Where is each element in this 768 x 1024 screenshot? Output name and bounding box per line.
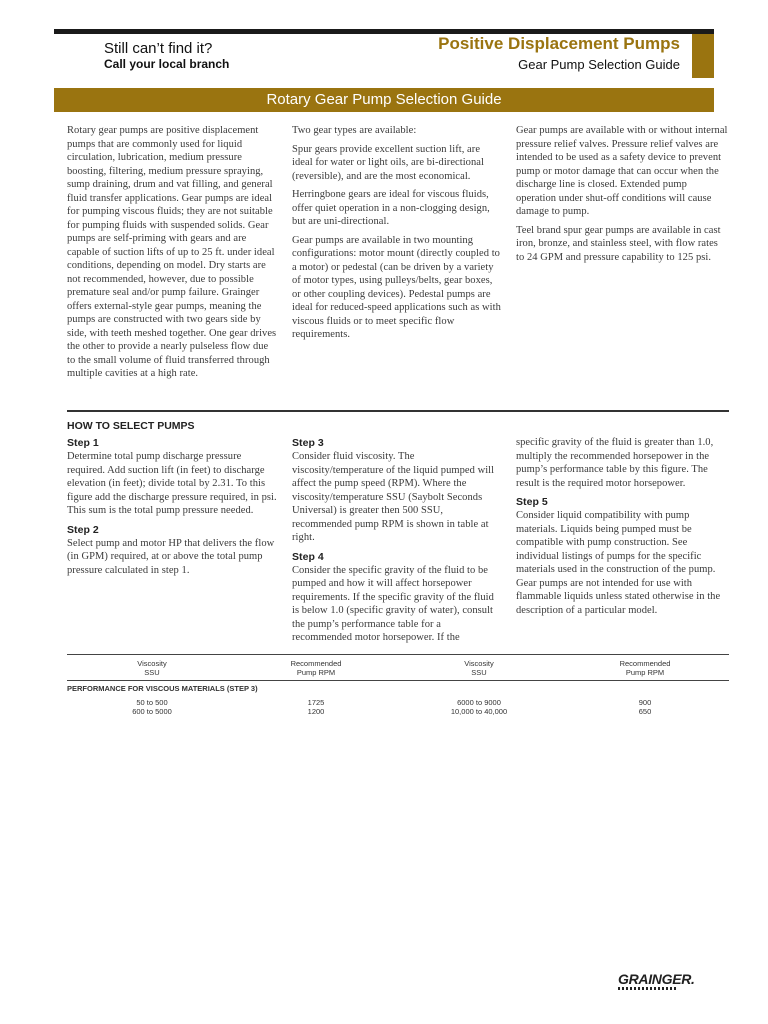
- step-3-title: Step 3: [292, 437, 324, 449]
- step-1-title: Step 1: [67, 437, 99, 449]
- table-header-viscosity: [429, 659, 529, 677]
- table-cell: [102, 698, 202, 716]
- table-cell-line: 900: [638, 698, 652, 707]
- table-cell-line: 600 to 5000: [132, 707, 172, 716]
- steps-column-1: [67, 437, 279, 583]
- grainger-logo: [618, 971, 700, 991]
- table-header-rpm: [266, 659, 366, 677]
- table-header-viscosity: [102, 659, 202, 677]
- table-header-line: SSU: [471, 668, 487, 677]
- logo-stripes-icon: [618, 987, 678, 990]
- table-top-rule: [67, 654, 729, 655]
- table-header-line: Pump RPM: [625, 668, 665, 677]
- how-to-heading: HOW TO SELECT PUMPS: [67, 420, 195, 432]
- table-cell-line: 1200: [307, 707, 325, 716]
- table-cell: [429, 698, 529, 716]
- step-2-text: Select pump and motor HP that delivers the flow (in GPM) required, at or above the total pump pressure calculated in step 1.: [67, 537, 275, 576]
- table-cell-line: 650: [638, 707, 652, 716]
- table-header-line: Viscosity: [137, 659, 167, 668]
- intro-paragraph: Rotary gear pumps are positive displacement pumps that are commonly used for liquid circulation, lubrication, medium pressure boosting, filtering, medium pressure spraying, sump draining, drum and vat filling, and general fluid transfer applications. Gear pumps are ideal for pumping viscous fluids; they are not suitable for pumping fluids with suspended solids. Gear pumps are self-priming with gears and are capable of suction lifts of up to 25 ft. under ideal conditions, depending on model. Dry starts are not recommended, however, due to possible premature seal and/or pump failure. Grainger offers external-style gear pumps, meaning the pumps are constructed with two gears side by side, with teeth meshed together. One gear drives the other to provide a nearly pulseless flow due to the small volume of fluid transferred through multiple cavities at a high rate.: [67, 125, 277, 379]
- table-cell-line: 10,000 to 40,000: [450, 707, 508, 716]
- step-2-title: Step 2: [67, 523, 99, 536]
- intro-column-2: [292, 124, 502, 347]
- table-cell-line: 1725: [307, 698, 325, 707]
- table-header-line: Pump RPM: [296, 668, 336, 677]
- intro-paragraph: Herringbone gears are ideal for viscous fluids, offer quiet operation in a non-clogging design, but are uni-directional.: [292, 189, 490, 227]
- intro-paragraph: Spur gears provide excellent suction lift, are ideal for water or light oils, are bi-directional (reversible), and are the most economical.: [292, 143, 484, 182]
- step-4-continued: specific gravity of the fluid is greater than 1.0, multiply the recommended horsepower in the pump’s performance table by this figure. The result is the required motor horsepower.: [516, 437, 714, 489]
- header-subtitle: Gear Pump Selection Guide: [518, 57, 680, 72]
- table-header-line: Viscosity: [464, 659, 494, 668]
- header-call-branch: Call your local branch: [104, 57, 230, 71]
- intro-paragraph: Gear pumps are available in two mounting configurations: motor mount (directly coupled to a motor) or pedestal (can be driven by a variety of motor types, using pulleys/belts, gear boxes, or other coupling devices). Pedestal pumps are ideal for reduced-speed applications such as with viscous fluids or to meet specific flow requirements.: [292, 234, 501, 340]
- accent-tab: [692, 34, 714, 78]
- header-category-title: Positive Displacement Pumps: [438, 34, 680, 53]
- table-header-line: Recommended: [619, 659, 671, 668]
- step-1-text: Determine total pump discharge pressure required. Add suction lift (in feet) to discharge elevation (in feet); divide total by 2.31. To this figure add the discharge pressure required, in psi. This sum is the total pump pressure needed.: [67, 451, 277, 516]
- section-divider: [67, 410, 729, 412]
- table-header-line: SSU: [144, 668, 160, 677]
- step-5-text: Consider liquid compatibility with pump materials. Liquids being pumped must be compatible with pump construction. See individual listings of pumps for the specific materials used in the construction of the pump. Gear pumps are not intended for use with flammable liquids unless stated otherwise in the description of a particular model.: [516, 510, 721, 616]
- section-banner: Rotary Gear Pump Selection Guide: [54, 88, 714, 112]
- intro-column-3: [516, 124, 728, 269]
- table-cell-line: 50 to 500: [136, 698, 168, 707]
- step-5-title: Step 5: [516, 496, 548, 508]
- intro-column-1: [67, 124, 279, 386]
- intro-paragraph: Two gear types are available:: [292, 125, 417, 136]
- step-4-text: Consider the specific gravity of the fluid to be pumped and how it will affect horsepower requirements. If the specific gravity of the fluid is below 1.0 (specific gravity of water), consult the pump’s performance table for a recommended motor horsepower. If the: [292, 564, 494, 643]
- table-header-rpm: [595, 659, 695, 677]
- logo-wordmark: GRAINGER.: [618, 971, 695, 987]
- table-cell: [266, 698, 366, 716]
- steps-column-2: [292, 437, 502, 651]
- intro-paragraph: Gear pumps are available with or without internal pressure relief valves. Pressure relief valves are intended to be used as a safety device to prevent pump or motor damage that can occur when the discharge line is closed. Extended pump operation under shut-off conditions will cause damage to pump.: [516, 125, 728, 217]
- table-cell: [595, 698, 695, 716]
- table-header-rule: [67, 680, 729, 681]
- step-3-text: Consider fluid viscosity. The viscosity/temperature of the liquid pumped will affect the pump speed (RPM). Where the viscosity/temperature SSU (Saybolt Seconds Universal) is greater then 500 SSU, recommended pump RPM is shown in table at right.: [292, 451, 495, 543]
- steps-column-3: [516, 436, 728, 623]
- step-4-title: Step 4: [292, 550, 324, 563]
- table-caption: PERFORMANCE FOR VISCOUS MATERIALS (STEP 3): [67, 684, 258, 693]
- header-still-cant-find: Still can’t find it?: [104, 40, 213, 57]
- table-cell-line: 6000 to 9000: [457, 698, 501, 707]
- table-header-line: Recommended: [290, 659, 342, 668]
- intro-paragraph: Teel brand spur gear pumps are available in cast iron, bronze, and stainless steel, with flow rates to 24 GPM and pressure capability to 125 psi.: [516, 224, 721, 263]
